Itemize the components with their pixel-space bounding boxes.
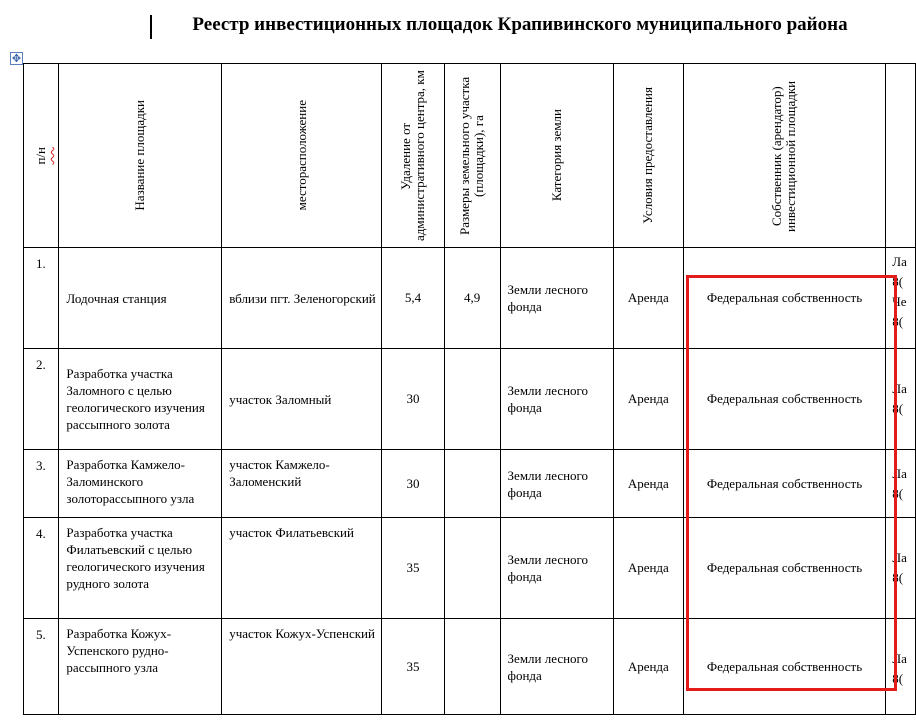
contact-line: 8( (892, 274, 904, 289)
row-distance: 35 (382, 619, 445, 715)
row-name: Разработка Кожух-Успенского рудно-рассыпного узла (59, 619, 222, 715)
row-contact (886, 248, 916, 349)
row-location: участок Филатьевский (222, 518, 382, 619)
row-location: вблизи пгт. Зеленогорский (222, 248, 382, 349)
row-area (444, 619, 500, 715)
row-owner: Федеральная собственность (683, 619, 886, 715)
row-category: Земли лесного фонда (500, 248, 613, 349)
row-owner: Федеральная собственность (683, 248, 886, 349)
table-row (24, 349, 916, 450)
row-owner: Федеральная собственность (683, 450, 886, 518)
row-distance: 35 (382, 518, 445, 619)
row-category: Земли лесного фонда (500, 518, 613, 619)
document-title: Реестр инвестиционных площадок Крапивинского муниципального района (192, 14, 848, 35)
row-name: Разработка Камжело-Заломинского золоторассыпного узла (59, 450, 222, 518)
row-owner: Федеральная собственность (683, 349, 886, 450)
row-owner: Федеральная собственность (683, 518, 886, 619)
contact-line: Че (892, 294, 907, 309)
row-area (444, 349, 500, 450)
table-move-handle-icon[interactable]: ✥ (11, 52, 22, 65)
row-contact (886, 349, 916, 450)
contact-line: Ла (892, 550, 907, 565)
row-contact (886, 518, 916, 619)
row-name: Разработка участка Филатьевский с целью геологического изучения рудного золота (59, 518, 222, 619)
contact-line: 8( (892, 570, 904, 585)
row-area (444, 450, 500, 518)
row-name: Лодочная станция (59, 248, 222, 349)
row-location: участок Заломный (222, 349, 382, 450)
row-area: 4,9 (444, 248, 500, 349)
header-conditions: Условия предоставления (613, 64, 683, 248)
row-contact (886, 450, 916, 518)
contact-line: 8( (892, 314, 904, 329)
header-name: Название площадки (59, 64, 222, 248)
row-location: участок Кожух-Успенский (222, 619, 382, 715)
contact-line: 8( (892, 671, 904, 686)
contact-line: Ла (892, 466, 907, 481)
contact-line: Ла (892, 651, 907, 666)
header-num: п/н (24, 64, 59, 248)
row-area (444, 518, 500, 619)
row-category: Земли лесного фонда (500, 619, 613, 715)
row-conditions: Аренда (613, 518, 683, 619)
row-distance: 30 (382, 349, 445, 450)
row-category: Земли лесного фонда (500, 349, 613, 450)
table-row (24, 248, 916, 349)
row-name: Разработка участка Заломного с целью геологического изучения рассыпного золота (59, 349, 222, 450)
contact-line: 8( (892, 401, 904, 416)
row-distance: 5,4 (382, 248, 445, 349)
contact-line: Ла (892, 254, 907, 269)
row-num: 5. (24, 619, 59, 715)
row-distance: 30 (382, 450, 445, 518)
header-owner: Собственник (арендатор) инвестиционной площадки (683, 64, 886, 248)
table-row (24, 518, 916, 619)
row-conditions: Аренда (613, 619, 683, 715)
row-num: 2. (24, 349, 59, 450)
header-category: Категория земли (500, 64, 613, 248)
row-location: участок Камжело-Заломенский (222, 450, 382, 518)
contact-line: 8( (892, 486, 904, 501)
header-contact (886, 64, 916, 248)
row-conditions: Аренда (613, 450, 683, 518)
registry-table (23, 63, 916, 715)
row-category: Земли лесного фонда (500, 450, 613, 518)
row-num: 1. (24, 248, 59, 349)
table-header-row (24, 64, 916, 248)
row-conditions: Аренда (613, 248, 683, 349)
row-num: 3. (24, 450, 59, 518)
table-row (24, 450, 916, 518)
table-row (24, 619, 916, 715)
contact-line: Ла (892, 381, 907, 396)
header-distance: Удаление от административного центра, км (382, 64, 445, 248)
row-num: 4. (24, 518, 59, 619)
row-conditions: Аренда (613, 349, 683, 450)
row-contact (886, 619, 916, 715)
header-location: месторасположение (222, 64, 382, 248)
header-area: Размеры земельного участка (площадки), га (444, 64, 500, 248)
